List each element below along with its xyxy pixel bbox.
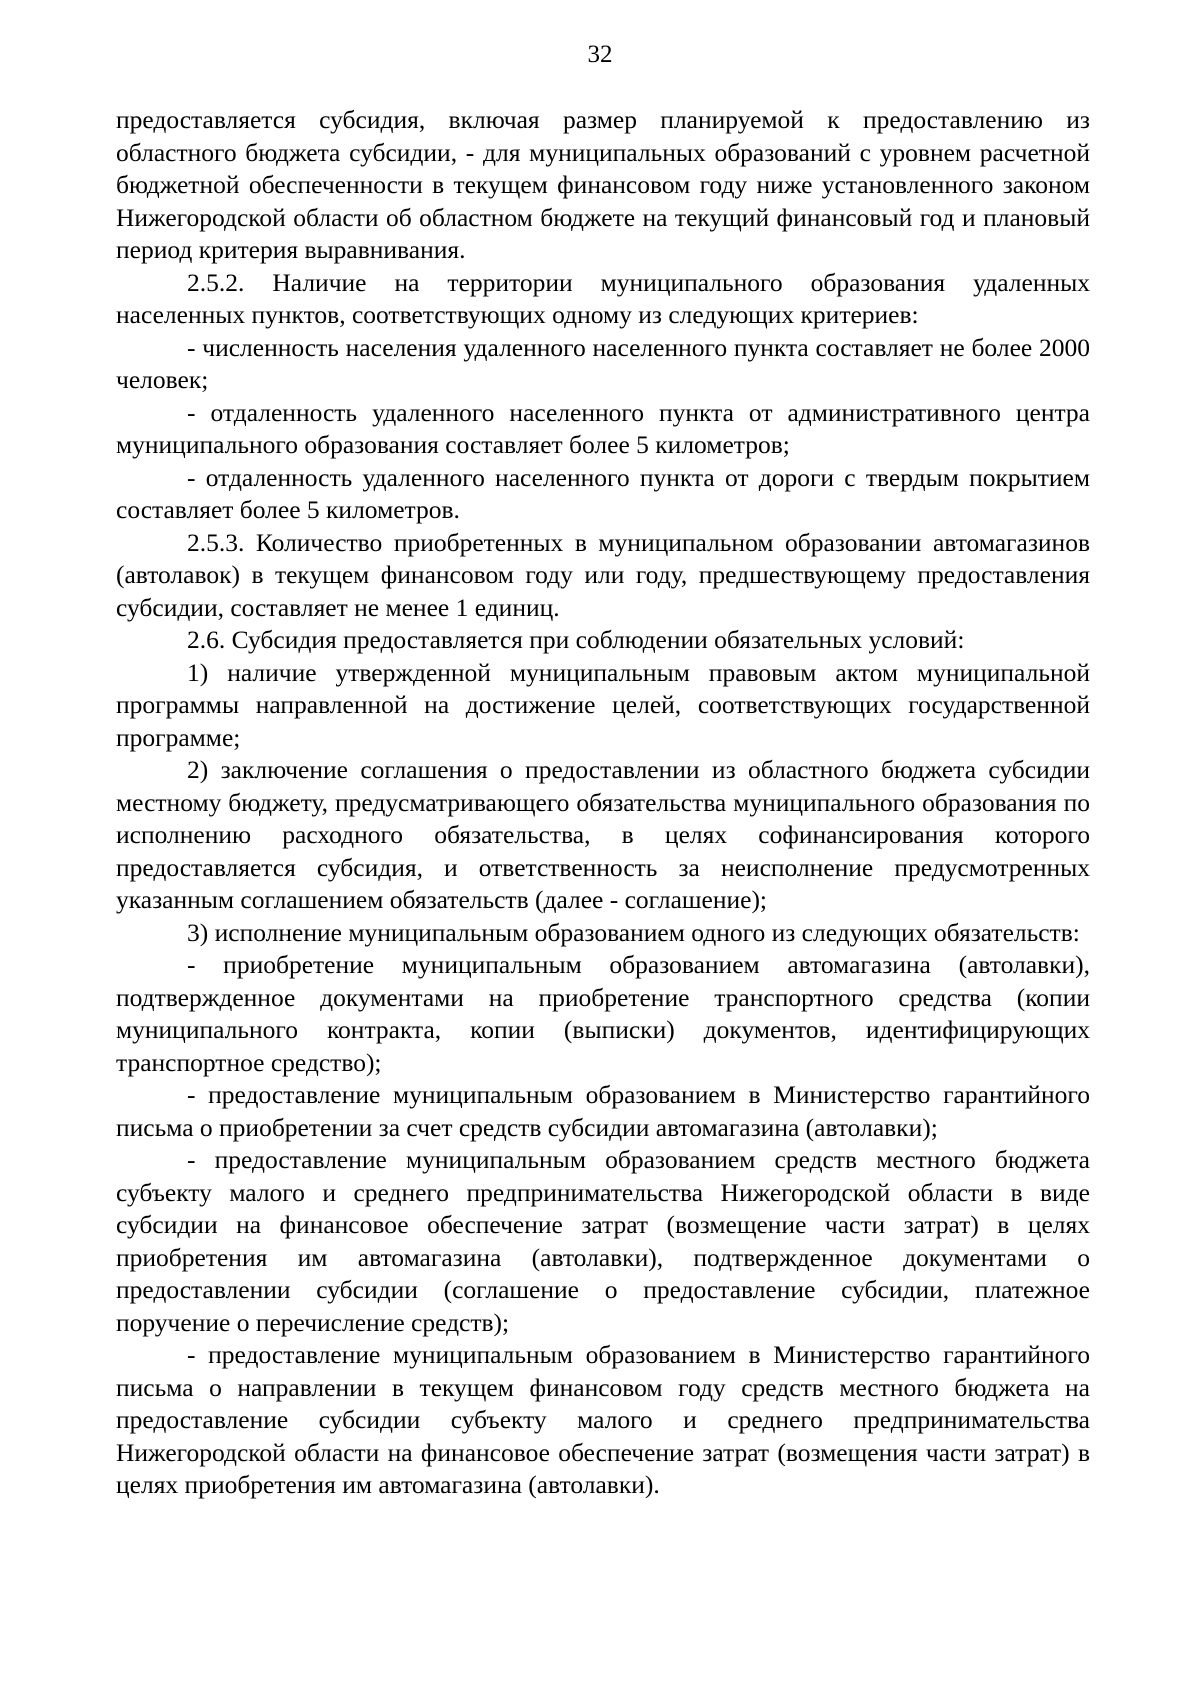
paragraph: 2.5.2. Наличие на территории муниципального образования удаленных населенных пунктов, соответствующих одному из следующих критериев: [116,267,1090,329]
document-body [116,104,1090,1502]
paragraph: - отдаленность удаленного населенного пункта от административного центра муниципального образования составляет более 5 километров; [116,397,1090,459]
paragraph: 2.5.3. Количество приобретенных в муниципальном образовании автомагазинов (автолавок) в текущем финансовом году или году, предшествующему предоставления субсидии, составляет не менее 1 единиц. [116,527,1090,622]
paragraph: - приобретение муниципальным образованием автомагазина (автолавки), подтвержденное документами на приобретение транспортного средства (копии муниципального контракта, копии (выписки) документов, идентифицирующих транспортное средство); [116,950,1090,1077]
page-number: 32 [587,41,613,68]
paragraph: - предоставление муниципальным образованием в Министерство гарантийного письма о направлении в текущем финансовом году средств местного бюджета на предоставление субсидии субъекту малого и среднего предпринимательства Нижегородской области на финансовое обеспечение затрат (возмещения части затрат) в целях приобретения им автомагазина (автолавки). [116,1340,1090,1499]
paragraph: предоставляется субсидия, включая размер планируемой к предоставлению из областного бюджета субсидии, - для муниципальных образований с уровнем расчетной бюджетной обеспеченности в текущем финансовом году ниже установленного законом Нижегородской области об областном бюджете на текущий финансовый год и плановый период критерия выравнивания. [116,105,1090,264]
paragraph: 2.6. Субсидия предоставляется при соблюдении обязательных условий: [187,625,965,654]
paragraph: - численность населения удаленного населенного пункта составляет не более 2000 человек; [116,332,1090,394]
paragraph: - предоставление муниципальным образованием средств местного бюджета субъекту малого и среднего предпринимательства Нижегородской области в виде субсидии на финансовое обеспечение затрат (возмещение части затрат) в целях приобретения им автомагазина (автолавки), подтвержденное документами о предоставлении субсидии (соглашение о предоставление субсидии, платежное поручение о перечисление средств); [116,1145,1090,1337]
paragraph: - отдаленность удаленного населенного пункта от дороги с твердым покрытием составляет более 5 километров. [116,462,1090,524]
paragraph: - предоставление муниципальным образованием в Министерство гарантийного письма о приобретении за счет средств субсидии автомагазина (автолавки); [116,1080,1090,1142]
paragraph: 3) исполнение муниципальным образованием одного из следующих обязательств: [187,917,1080,947]
paragraph: 1) наличие утвержденной муниципальным правовым актом муниципальной программы направленной на достижение целей, соответствующих государственной программе; [116,657,1090,752]
paragraph: 2) заключение соглашения о предоставлении из областного бюджета субсидии местному бюджету, предусматривающего обязательства муниципального образования по исполнению расходного обязательства, в целях софинансирования которого предоставляется субсидия, и ответственность за неисполнение предусмотренных указанным соглашением обязательств (далее - соглашение); [116,755,1090,914]
